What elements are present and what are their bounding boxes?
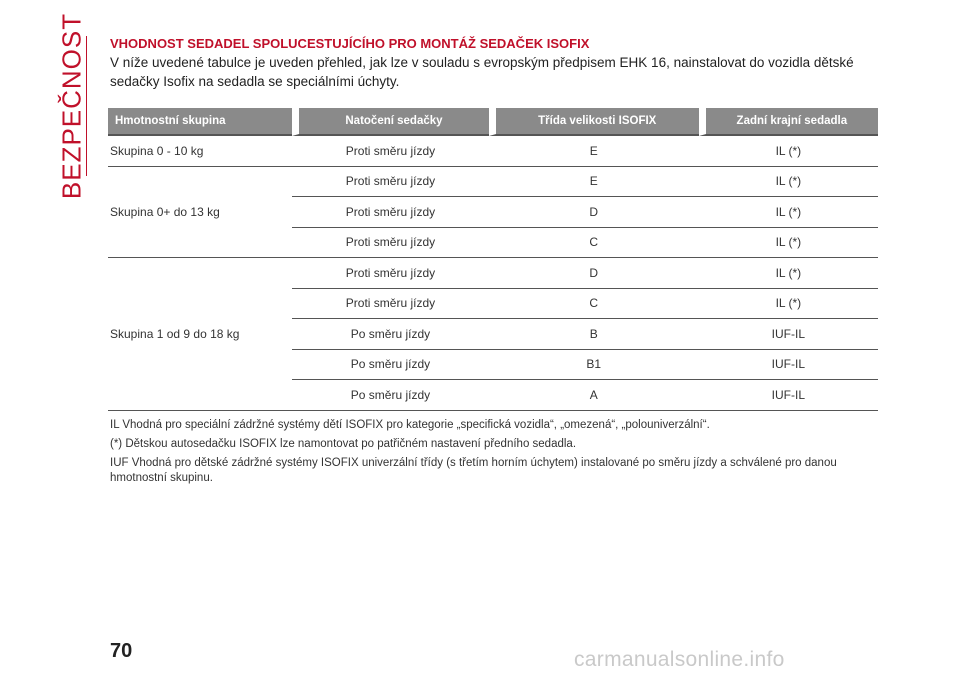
orientation-cell: Po směru jízdy [292, 319, 489, 350]
column-header-rear-seats: Zadní krajní sedadla [699, 108, 878, 136]
weight-group-cell: Skupina 0+ do 13 kg [108, 167, 292, 259]
section-side-label-text: BEZPEČNOST [56, 12, 87, 200]
table-row [108, 167, 878, 198]
orientation-cell: Proti směru jízdy [292, 258, 489, 289]
column-header-size-class: Třída velikosti ISOFIX [489, 108, 699, 136]
size-class-cell: E [489, 136, 699, 167]
rear-seat-cell: IL (*) [699, 167, 878, 198]
size-class-cell: B [489, 319, 699, 350]
orientation-cell: Po směru jízdy [292, 350, 489, 381]
intro-paragraph: V níže uvedené tabulce je uveden přehled, jak lze v souladu s evropským předpisem EHK 16, nainstalovat do vozidla dětské sedačky Isofix na sedadla se speciálními úchyty. [110, 55, 854, 89]
size-class-cell: E [489, 167, 699, 198]
page-heading: VHODNOST SEDADEL SPOLUCESTUJÍCÍHO PRO MONTÁŽ SEDAČEK ISOFIX [110, 36, 590, 51]
rear-seat-cell: IL (*) [699, 228, 878, 259]
size-class-cell: B1 [489, 350, 699, 381]
size-class-cell: D [489, 197, 699, 228]
size-class-cell: D [489, 258, 699, 289]
weight-group-cell: Skupina 0 - 10 kg [108, 136, 292, 167]
orientation-cell: Po směru jízdy [292, 380, 489, 411]
rear-seat-cell: IL (*) [699, 258, 878, 289]
orientation-cell: Proti směru jízdy [292, 167, 489, 198]
orientation-cell: Proti směru jízdy [292, 136, 489, 167]
orientation-cell: Proti směru jízdy [292, 228, 489, 259]
orientation-cell: Proti směru jízdy [292, 197, 489, 228]
rear-seat-cell: IUF-IL [699, 380, 878, 411]
section-divider-line [86, 36, 87, 176]
table-footnotes [110, 418, 890, 490]
weight-group-cell: Skupina 1 od 9 do 18 kg [108, 258, 292, 411]
column-header-weight-group: Hmotnostní skupina [108, 108, 292, 136]
footnote-iuf: IUF Vhodná pro dětské zádržné systémy ISOFIX univerzální třídy (s třetím horním úchytem) instalované po směru jízdy a schválené pro danou hmotnostní skupinu. [110, 457, 837, 484]
size-class-cell: C [489, 289, 699, 320]
isofix-suitability-table [108, 108, 878, 411]
size-class-cell: C [489, 228, 699, 259]
orientation-cell: Proti směru jízdy [292, 289, 489, 320]
rear-seat-cell: IUF-IL [699, 350, 878, 381]
rear-seat-cell: IL (*) [699, 197, 878, 228]
table-row [108, 136, 878, 167]
column-header-orientation: Natočení sedačky [292, 108, 489, 136]
rear-seat-cell: IL (*) [699, 289, 878, 320]
table-row [108, 258, 878, 289]
footnote-il: IL Vhodná pro speciální zádržné systémy dětí ISOFIX pro kategorie „specifická vozidla“, „omezená“, „polouniverzální“. [110, 419, 710, 431]
size-class-cell: A [489, 380, 699, 411]
rear-seat-cell: IUF-IL [699, 319, 878, 350]
section-side-label [56, 12, 88, 200]
page-number: 70 [110, 640, 133, 662]
table-header-row [108, 108, 878, 136]
rear-seat-cell: IL (*) [699, 136, 878, 167]
footnote-asterisk: (*) Dětskou autosedačku ISOFIX lze namontovat po patřičném nastavení předního sedadla. [110, 438, 577, 450]
source-watermark: carmanualsonline.info [574, 648, 785, 671]
